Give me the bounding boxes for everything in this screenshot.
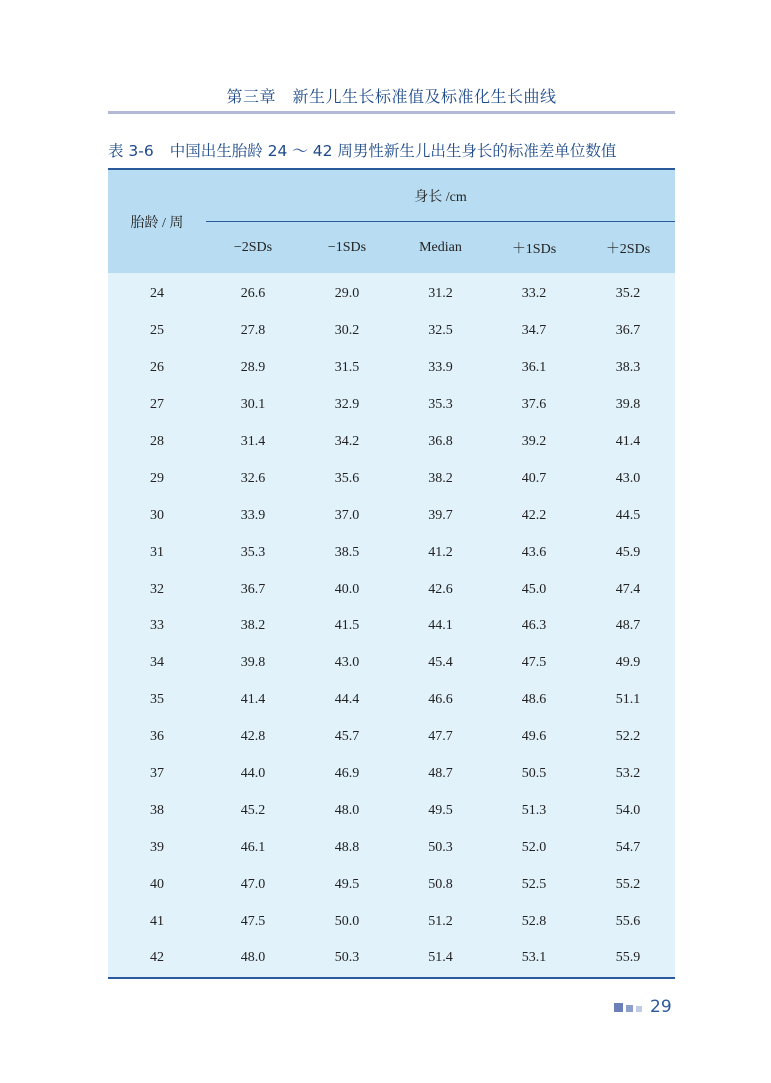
table-row	[108, 756, 675, 793]
gestational-age-cell: 35	[150, 692, 164, 708]
value-cell: 48.8	[334, 839, 360, 855]
gestational-age-cell: 41	[150, 913, 164, 929]
value-cell: 47.5	[240, 913, 266, 929]
value-cell: 31.5	[334, 360, 360, 376]
value-cell: 48.0	[334, 802, 360, 818]
gestational-age-cell: 37	[150, 766, 164, 782]
column-header: −1SDs	[300, 222, 394, 274]
gestational-age-cell: 34	[150, 655, 164, 671]
gestational-age-cell: 29	[150, 470, 164, 486]
value-cell: 39.8	[615, 397, 641, 413]
table-row	[108, 497, 675, 534]
value-cell: 33.9	[240, 507, 266, 523]
table-row	[108, 940, 675, 978]
value-cell: 54.0	[615, 802, 641, 818]
column-header: ＋2SDs	[581, 222, 675, 274]
table-row	[108, 608, 675, 645]
value-cell: 36.8	[428, 434, 453, 449]
gestational-age-cell: 30	[150, 507, 164, 523]
value-cell: 40.7	[521, 470, 547, 486]
value-cell: 48.0	[240, 950, 266, 966]
value-cell: 49.6	[521, 729, 547, 745]
value-cell: 36.7	[615, 323, 641, 339]
table-row	[108, 313, 675, 350]
value-cell: 53.1	[521, 950, 547, 966]
column-header: Median	[394, 222, 487, 274]
value-cell: 51.1	[615, 692, 641, 708]
header-rule	[108, 111, 675, 114]
gestational-age-cell: 27	[150, 397, 164, 413]
value-cell: 49.9	[615, 655, 641, 671]
value-cell: 30.1	[240, 397, 266, 413]
value-cell: 35.2	[615, 286, 641, 302]
value-cell: 32.5	[428, 323, 453, 339]
value-cell: 32.9	[334, 397, 360, 413]
table-row	[108, 866, 675, 903]
table-row	[108, 350, 675, 387]
value-cell: 39.8	[240, 655, 266, 671]
value-cell: 39.2	[521, 434, 547, 449]
value-cell: 45.7	[334, 729, 360, 745]
value-cell: 44.4	[334, 692, 360, 708]
table-row	[108, 645, 675, 682]
gestational-age-cell: 25	[150, 323, 164, 339]
value-cell: 39.7	[428, 507, 453, 523]
value-cell: 50.3	[428, 839, 453, 855]
value-cell: 52.5	[521, 876, 547, 892]
table-caption	[108, 139, 688, 163]
value-cell: 55.9	[615, 950, 641, 966]
value-cell: 33.9	[428, 360, 453, 376]
value-cell: 37.6	[521, 397, 547, 413]
value-cell: 43.0	[615, 470, 641, 486]
column-header: −2SDs	[206, 222, 300, 274]
value-cell: 27.8	[240, 323, 266, 339]
value-cell: 47.5	[521, 655, 547, 671]
table-row	[108, 719, 675, 756]
value-cell: 43.6	[521, 544, 547, 560]
value-cell: 44.1	[428, 618, 453, 634]
table-row	[108, 460, 675, 497]
page-number: 29	[650, 997, 672, 1017]
value-cell: 55.6	[615, 913, 641, 929]
value-cell: 42.2	[521, 507, 547, 523]
value-cell: 52.8	[521, 913, 547, 929]
value-cell: 50.0	[334, 913, 360, 929]
value-cell: 47.0	[240, 876, 266, 892]
value-cell: 47.4	[615, 581, 641, 597]
table-row	[108, 273, 675, 313]
value-cell: 45.9	[615, 544, 641, 560]
value-cell: 48.6	[521, 692, 547, 708]
gestational-age-cell: 33	[150, 618, 164, 634]
value-cell: 45.4	[428, 655, 453, 671]
value-cell: 53.2	[615, 766, 641, 782]
value-cell: 35.6	[334, 470, 360, 486]
page-marker-icon	[614, 1003, 623, 1012]
value-cell: 46.1	[240, 839, 266, 855]
value-cell: 35.3	[240, 544, 266, 560]
value-cell: 45.0	[521, 581, 547, 597]
value-cell: 31.4	[240, 434, 266, 449]
table-row	[108, 792, 675, 829]
gestational-age-cell: 40	[150, 876, 164, 892]
value-cell: 35.3	[428, 397, 453, 413]
value-cell: 26.6	[240, 286, 266, 302]
gestational-age-cell: 38	[150, 802, 164, 818]
gestational-age-cell: 36	[150, 729, 164, 745]
value-cell: 48.7	[615, 618, 641, 634]
value-cell: 50.3	[334, 950, 360, 966]
value-cell: 40.0	[334, 581, 360, 597]
chapter-header: 第三章 新生儿生长标准值及标准化生长曲线	[226, 87, 557, 106]
table-body	[108, 273, 675, 978]
gestational-age-cell: 28	[150, 434, 164, 449]
table-row	[108, 387, 675, 424]
table-row	[108, 829, 675, 866]
value-cell: 32.6	[240, 470, 266, 486]
gestational-age-cell: 42	[150, 950, 164, 966]
table-title: 中国出生胎龄 24 ～ 42 周男性新生儿出生身长的标准差单位数值	[169, 142, 617, 160]
value-cell: 51.3	[521, 802, 547, 818]
value-cell: 38.5	[334, 544, 360, 560]
value-cell: 38.3	[615, 360, 641, 376]
value-cell: 38.2	[240, 618, 266, 634]
value-cell: 29.0	[334, 286, 360, 302]
data-table	[108, 168, 675, 979]
value-cell: 51.4	[428, 950, 453, 966]
value-cell: 28.9	[240, 360, 266, 376]
value-cell: 52.0	[521, 839, 547, 855]
value-cell: 36.7	[240, 581, 266, 597]
gestational-age-cell: 31	[150, 544, 164, 560]
value-cell: 49.5	[334, 876, 360, 892]
value-cell: 42.6	[428, 581, 453, 597]
table-row	[108, 903, 675, 940]
gestational-age-cell: 39	[150, 839, 164, 855]
page-marker-icon	[626, 1005, 633, 1012]
table-row	[108, 424, 675, 461]
value-cell: 50.5	[521, 766, 547, 782]
value-cell: 46.3	[521, 618, 547, 634]
value-cell: 48.7	[428, 766, 453, 782]
value-cell: 31.2	[428, 286, 453, 302]
value-cell: 41.4	[615, 434, 641, 449]
gestational-age-cell: 26	[150, 360, 164, 376]
value-cell: 43.0	[334, 655, 360, 671]
group-header: 身长 /cm	[414, 189, 467, 205]
row-header: 胎龄 / 周	[130, 215, 184, 231]
value-cell: 42.8	[240, 729, 266, 745]
value-cell: 38.2	[428, 470, 453, 486]
value-cell: 50.8	[428, 876, 453, 892]
column-header: ＋1SDs	[487, 222, 581, 274]
value-cell: 44.0	[240, 766, 266, 782]
value-cell: 46.9	[334, 766, 360, 782]
value-cell: 41.5	[334, 618, 360, 634]
value-cell: 36.1	[521, 360, 547, 376]
value-cell: 54.7	[615, 839, 641, 855]
value-cell: 51.2	[428, 913, 453, 929]
table-number: 表 3-6	[108, 142, 154, 160]
gestational-age-cell: 24	[150, 286, 164, 302]
table-row	[108, 534, 675, 571]
value-cell: 49.5	[428, 802, 453, 818]
table-row	[108, 571, 675, 608]
page-marker-icon	[636, 1006, 642, 1012]
value-cell: 45.2	[240, 802, 266, 818]
value-cell: 55.2	[615, 876, 641, 892]
value-cell: 46.6	[428, 692, 453, 708]
value-cell: 34.2	[334, 434, 360, 449]
page-footer	[614, 996, 672, 1018]
value-cell: 33.2	[521, 286, 547, 302]
value-cell: 44.5	[615, 507, 641, 523]
table-row	[108, 682, 675, 719]
value-cell: 52.2	[615, 729, 641, 745]
value-cell: 34.7	[521, 323, 547, 339]
gestational-age-cell: 32	[150, 581, 164, 597]
value-cell: 30.2	[334, 323, 360, 339]
value-cell: 37.0	[334, 507, 360, 523]
value-cell: 41.2	[428, 544, 453, 560]
value-cell: 41.4	[240, 692, 266, 708]
value-cell: 47.7	[428, 729, 453, 745]
